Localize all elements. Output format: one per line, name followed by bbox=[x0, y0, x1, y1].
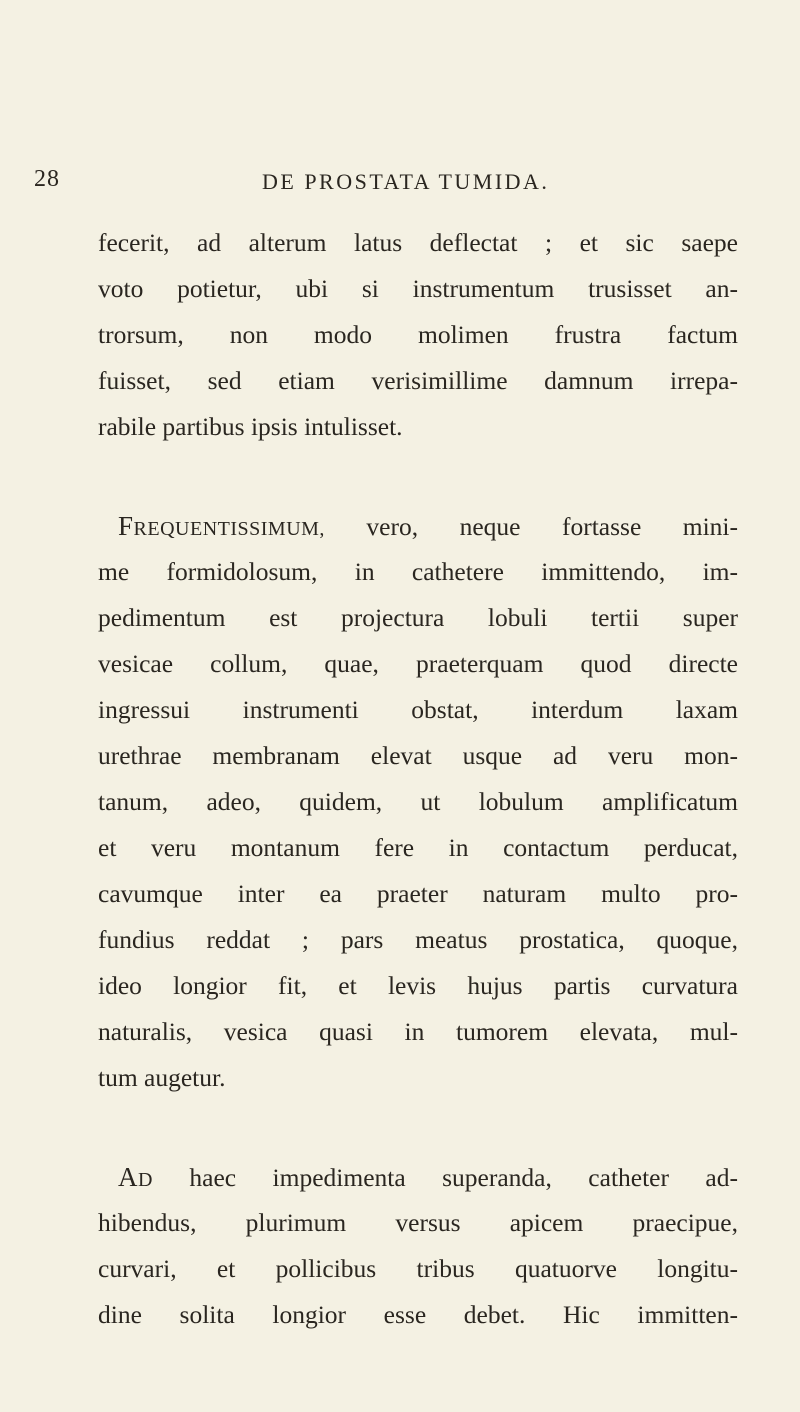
page-header bbox=[0, 166, 800, 206]
text-line: trorsum, non modo molimen frustra factum bbox=[98, 320, 738, 349]
text-line: tum augetur. bbox=[98, 1063, 226, 1092]
text-line: cavumque inter ea praeter naturam multo pro- bbox=[98, 879, 738, 908]
text-line: hibendus, plurimum versus apicem praecipue, bbox=[98, 1208, 738, 1237]
page-body bbox=[98, 220, 738, 1338]
text-line: me formidolosum, in cathetere immittendo, im- bbox=[98, 557, 738, 586]
paragraph bbox=[98, 220, 738, 450]
text-line: urethrae membranam elevat usque ad veru mon- bbox=[98, 741, 738, 770]
text-line: AD haec impedimenta superanda, catheter ad- bbox=[118, 1162, 738, 1192]
paragraph-gap bbox=[98, 450, 738, 503]
text-line: tanum, adeo, quidem, ut lobulum amplificatum bbox=[98, 787, 738, 816]
text-line: fuisset, sed etiam verisimillime damnum irrepa- bbox=[98, 366, 738, 395]
small-caps-lead: FREQUENTISSIMUM, bbox=[118, 511, 325, 541]
text-line: ideo longior fit, et levis hujus partis curvatura bbox=[98, 971, 738, 1000]
text-line: naturalis, vesica quasi in tumorem elevata, mul- bbox=[98, 1017, 738, 1046]
text-line: fundius reddat ; pars meatus prostatica, quoque, bbox=[98, 925, 738, 954]
paragraph bbox=[98, 1154, 738, 1338]
text-line: rabile partibus ipsis intulisset. bbox=[98, 412, 403, 441]
text-line: pedimentum est projectura lobuli tertii super bbox=[98, 603, 738, 632]
text-line: dine solita longior esse debet. Hic immitten- bbox=[98, 1300, 738, 1329]
text-line: vesicae collum, quae, praeterquam quod directe bbox=[98, 649, 738, 678]
small-caps-lead: AD bbox=[118, 1162, 153, 1192]
text-line: curvari, et pollicibus tribus quatuorve longitu- bbox=[98, 1254, 738, 1283]
text-line: fecerit, ad alterum latus deflectat ; et sic saepe bbox=[98, 228, 738, 257]
paragraph bbox=[98, 503, 738, 1101]
paragraph-gap bbox=[98, 1101, 738, 1154]
text-line: et veru montanum fere in contactum perducat, bbox=[98, 833, 738, 862]
page-number: 28 bbox=[34, 166, 60, 192]
running-title: DE PROSTATA TUMIDA. bbox=[262, 169, 550, 194]
text-line: voto potietur, ubi si instrumentum trusisset an- bbox=[98, 274, 738, 303]
text-line: FREQUENTISSIMUM, vero, neque fortasse mini- bbox=[118, 511, 738, 541]
text-line: ingressui instrumenti obstat, interdum laxam bbox=[98, 695, 738, 724]
